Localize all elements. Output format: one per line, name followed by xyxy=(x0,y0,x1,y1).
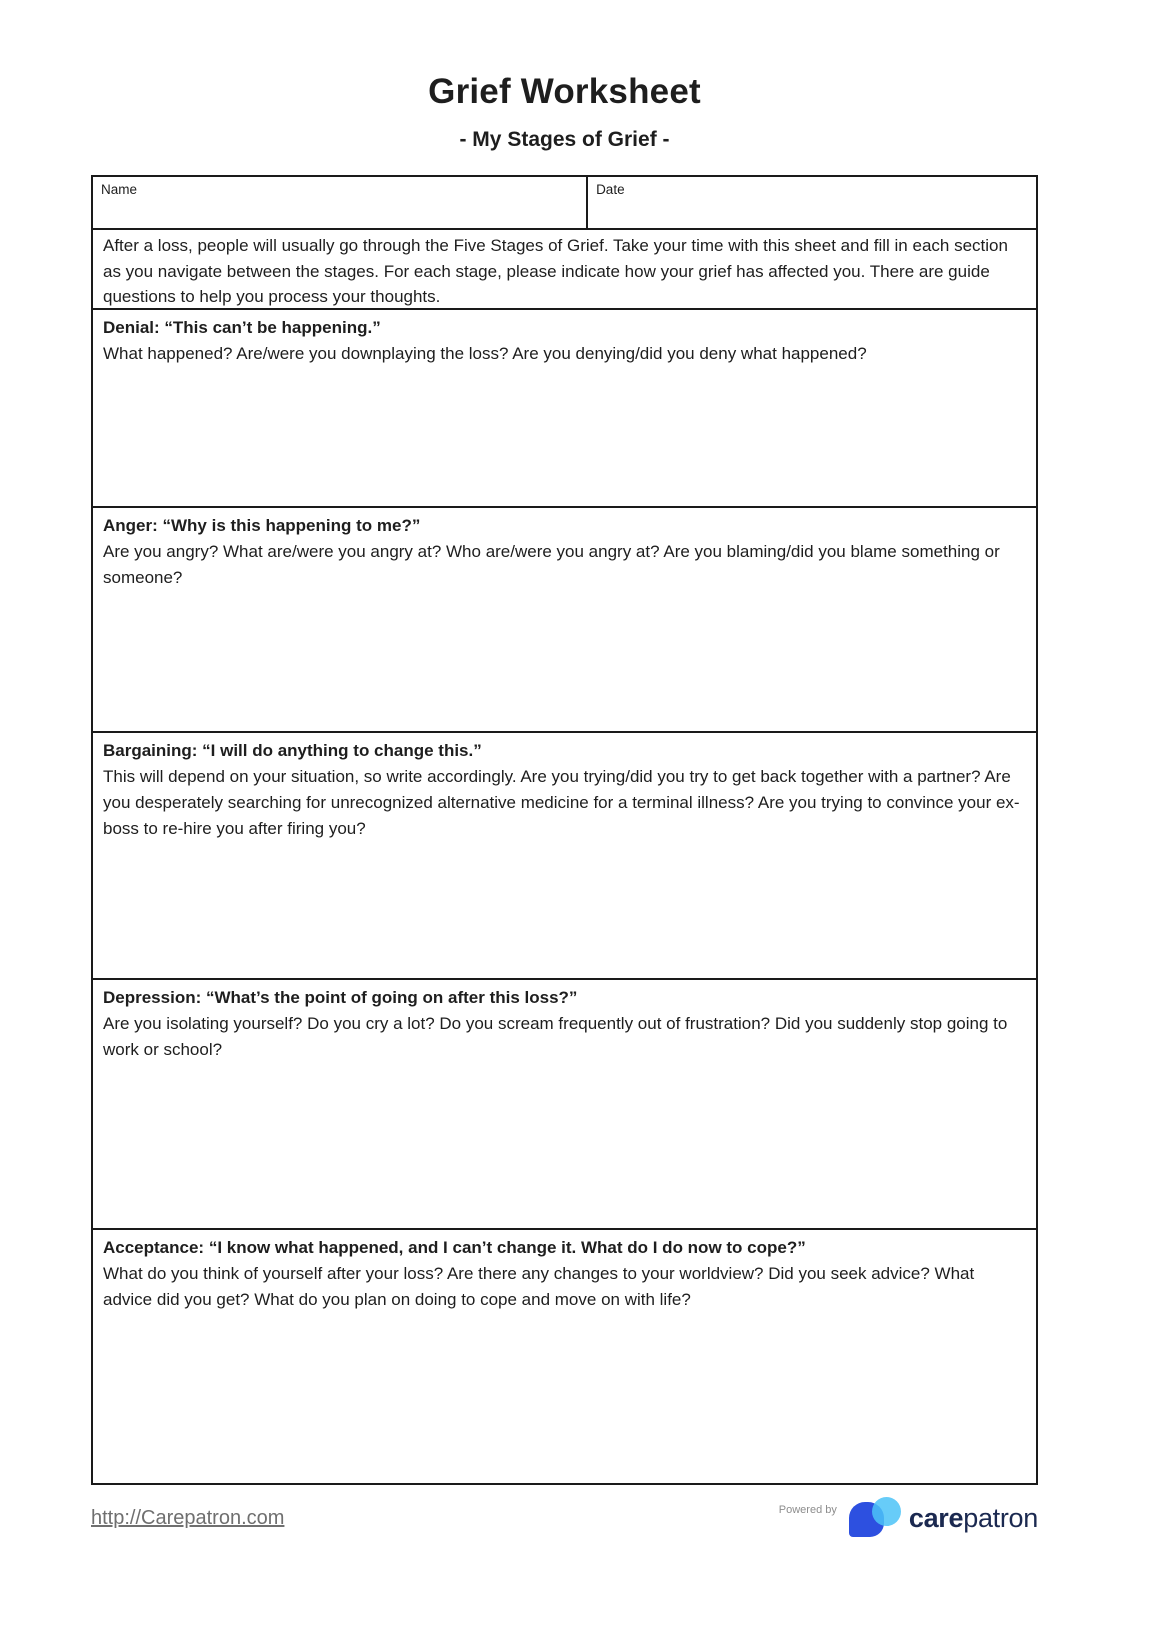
answer-area[interactable] xyxy=(103,842,1026,978)
page-footer xyxy=(91,1497,1038,1539)
section-prompt: What happened? Are/were you downplaying the loss? Are you denying/did you deny what happened? xyxy=(103,344,867,363)
carepatron-wordmark xyxy=(909,1503,1038,1534)
section-bargaining xyxy=(93,733,1036,980)
powered-by-label: Powered by xyxy=(778,1504,837,1516)
date-label: Date xyxy=(596,182,625,197)
name-field[interactable] xyxy=(93,177,588,228)
intro-text: After a loss, people will usually go through the Five Stages of Grief. Take your time with this sheet and fill in each section as you navigate between the stages. For each stage, please indicate how your grief has affected you. There are guide questions to help you process your thoughts. xyxy=(93,230,1036,310)
section-denial xyxy=(93,310,1036,508)
section-acceptance xyxy=(93,1230,1036,1483)
section-prompt: What do you think of yourself after your loss? Are there any changes to your worldview? Did you seek advice? What advice did you get? What do you plan on doing to cope and move on with life? xyxy=(103,1264,975,1309)
section-heading: Anger: “Why is this happening to me?” xyxy=(103,516,421,535)
wordmark-care: care xyxy=(908,1502,964,1533)
answer-area[interactable] xyxy=(103,591,1026,731)
page-title: Grief Worksheet xyxy=(428,72,701,111)
name-date-row xyxy=(93,177,1036,230)
section-heading: Acceptance: “I know what happened, and I can’t change it. What do I do now to cope?” xyxy=(103,1238,806,1257)
section-heading: Depression: “What’s the point of going on after this loss?” xyxy=(103,988,578,1007)
section-prompt: Are you angry? What are/were you angry at? Who are/were you angry at? Are you blaming/did you blame something or someone? xyxy=(103,542,1000,587)
page-subtitle: - My Stages of Grief - xyxy=(459,128,670,151)
wordmark-patron: patron xyxy=(963,1502,1038,1533)
answer-area[interactable] xyxy=(103,367,1026,506)
section-heading: Denial: “This can’t be happening.” xyxy=(103,318,381,337)
section-anger xyxy=(93,508,1036,733)
section-heading: Bargaining: “I will do anything to change this.” xyxy=(103,741,482,760)
carepatron-branding xyxy=(779,1497,1038,1539)
section-prompt: Are you isolating yourself? Do you cry a lot? Do you scream frequently out of frustration? Did you suddenly stop going to work or school? xyxy=(103,1014,1008,1059)
answer-area[interactable] xyxy=(103,1313,1026,1483)
worksheet-table xyxy=(91,175,1038,1485)
logo-bubble-light xyxy=(872,1497,901,1526)
date-field[interactable] xyxy=(588,177,1036,228)
name-label: Name xyxy=(101,182,138,197)
section-depression xyxy=(93,980,1036,1230)
footer-link[interactable]: http://Carepatron.com xyxy=(91,1506,285,1529)
section-prompt: This will depend on your situation, so write accordingly. Are you trying/did you try to get back together with a partner? Are you desperately searching for unrecognized alternative medicine for a terminal illness? Are you trying to convince your ex-boss to re-hire you after firing you? xyxy=(103,767,1020,838)
carepatron-logo-icon xyxy=(849,1497,903,1539)
answer-area[interactable] xyxy=(103,1063,1026,1228)
